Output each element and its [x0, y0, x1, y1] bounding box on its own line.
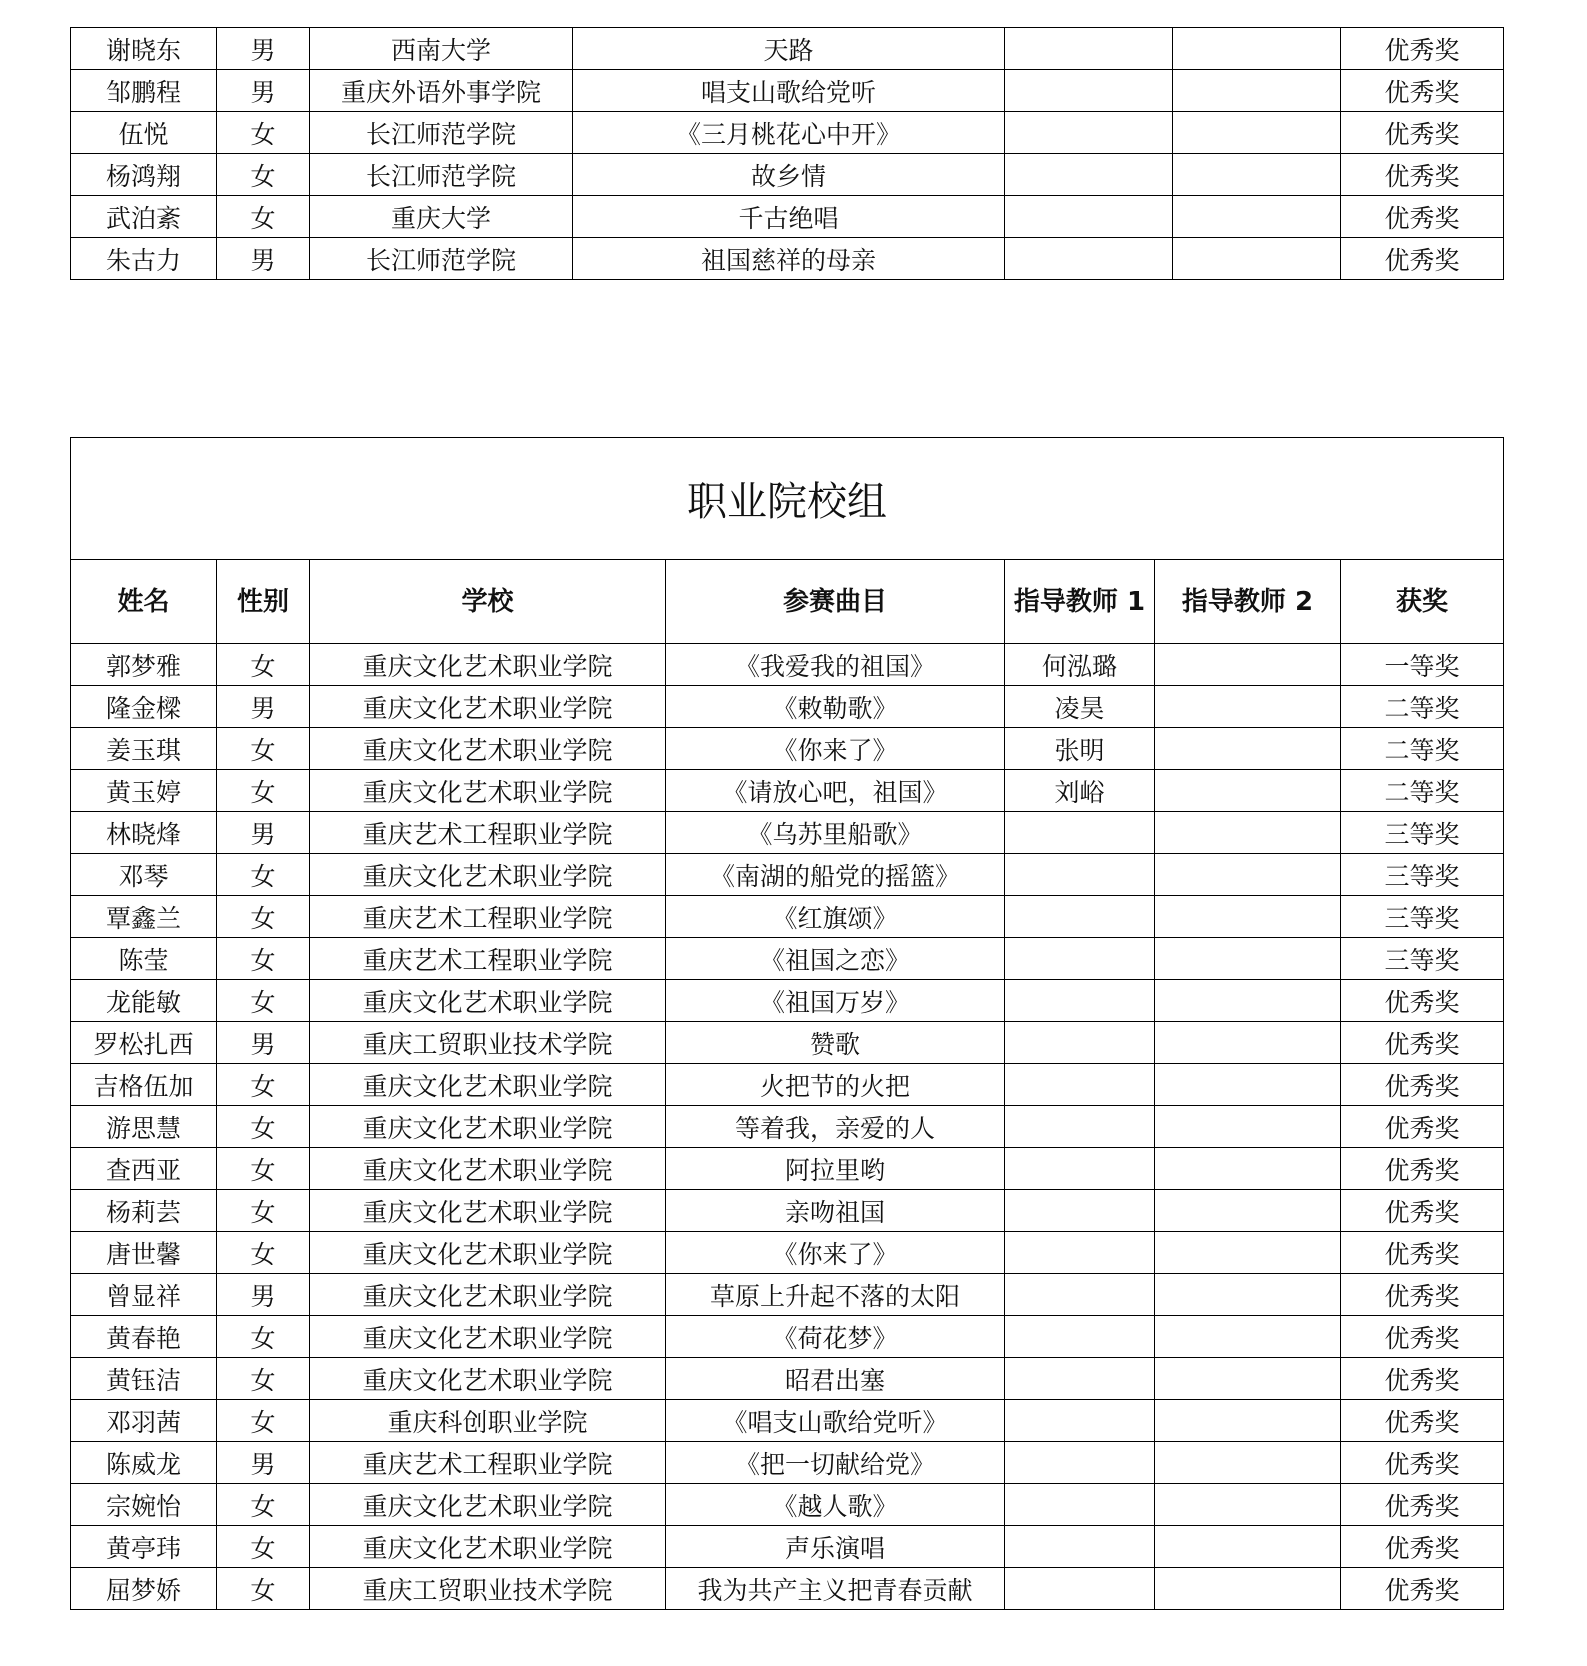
cell-award: 优秀奖 [1341, 1316, 1504, 1358]
cell-school: 重庆大学 [310, 196, 573, 238]
table-row [71, 1148, 1504, 1190]
cell-teacher-2 [1155, 812, 1341, 854]
cell-teacher-2 [1155, 1484, 1341, 1526]
cell-name: 陈威龙 [71, 1442, 217, 1484]
cell-school: 重庆工贸职业技术学院 [310, 1568, 666, 1610]
cell-school: 长江师范学院 [310, 154, 573, 196]
cell-award: 优秀奖 [1341, 1148, 1504, 1190]
cell-name: 覃鑫兰 [71, 896, 217, 938]
cell-gender: 女 [217, 980, 310, 1022]
table-row [71, 854, 1504, 896]
cell-name: 龙能敏 [71, 980, 217, 1022]
cell-school: 重庆文化艺术职业学院 [310, 980, 666, 1022]
cell-award: 三等奖 [1341, 812, 1504, 854]
cell-teacher-1: 张明 [1005, 728, 1155, 770]
cell-gender: 男 [217, 1442, 310, 1484]
cell-teacher-2 [1155, 1232, 1341, 1274]
cell-name: 唐世馨 [71, 1232, 217, 1274]
cell-teacher-1 [1005, 238, 1173, 280]
cell-name: 罗松扎西 [71, 1022, 217, 1064]
table-row [71, 112, 1504, 154]
cell-school: 重庆外语外事学院 [310, 70, 573, 112]
cell-song: 祖国慈祥的母亲 [573, 238, 1005, 280]
cell-gender: 男 [217, 1022, 310, 1064]
cell-school: 重庆文化艺术职业学院 [310, 1232, 666, 1274]
table-row [71, 1316, 1504, 1358]
cell-gender: 女 [217, 1400, 310, 1442]
cell-song: 《敕勒歌》 [666, 686, 1005, 728]
cell-teacher-1 [1005, 112, 1173, 154]
cell-teacher-1 [1005, 1358, 1155, 1400]
cell-award: 优秀奖 [1341, 1358, 1504, 1400]
table-row [71, 770, 1504, 812]
header-award: 获奖 [1341, 560, 1504, 644]
cell-teacher-1 [1005, 1484, 1155, 1526]
cell-song: 《越人歌》 [666, 1484, 1005, 1526]
cell-teacher-1 [1005, 1022, 1155, 1064]
table-title-row [71, 438, 1504, 560]
cell-award: 优秀奖 [1341, 1400, 1504, 1442]
cell-teacher-2 [1173, 154, 1341, 196]
cell-school: 重庆艺术工程职业学院 [310, 938, 666, 980]
table-row [71, 238, 1504, 280]
table-row [71, 896, 1504, 938]
cell-award: 优秀奖 [1341, 1568, 1504, 1610]
cell-school: 重庆文化艺术职业学院 [310, 1064, 666, 1106]
cell-gender: 女 [217, 1190, 310, 1232]
cell-gender: 女 [217, 938, 310, 980]
cell-award: 三等奖 [1341, 854, 1504, 896]
table-row [71, 28, 1504, 70]
cell-teacher-2 [1155, 1274, 1341, 1316]
table-row [71, 196, 1504, 238]
vocational-group-table [70, 437, 1504, 1610]
cell-school: 重庆文化艺术职业学院 [310, 854, 666, 896]
cell-award: 优秀奖 [1341, 1274, 1504, 1316]
table-row [71, 812, 1504, 854]
cell-award: 优秀奖 [1341, 1484, 1504, 1526]
cell-teacher-2 [1155, 938, 1341, 980]
cell-song: 《把一切献给党》 [666, 1442, 1005, 1484]
table-row [71, 1442, 1504, 1484]
cell-song: 《唱支山歌给党听》 [666, 1400, 1005, 1442]
header-teacher-2: 指导教师 2 [1155, 560, 1341, 644]
cell-teacher-2 [1155, 854, 1341, 896]
header-teacher-1: 指导教师 1 [1005, 560, 1155, 644]
cell-teacher-1 [1005, 196, 1173, 238]
cell-teacher-1: 凌昊 [1005, 686, 1155, 728]
table-row [71, 938, 1504, 980]
cell-name: 邓羽茜 [71, 1400, 217, 1442]
cell-teacher-2 [1155, 1148, 1341, 1190]
cell-gender: 男 [217, 238, 310, 280]
cell-teacher-1: 刘峪 [1005, 770, 1155, 812]
cell-teacher-2 [1155, 896, 1341, 938]
cell-song: 天路 [573, 28, 1005, 70]
cell-song: 声乐演唱 [666, 1526, 1005, 1568]
cell-name: 吉格伍加 [71, 1064, 217, 1106]
header-school: 学校 [310, 560, 666, 644]
cell-school: 重庆文化艺术职业学院 [310, 686, 666, 728]
cell-award: 优秀奖 [1341, 28, 1504, 70]
cell-teacher-2 [1173, 112, 1341, 154]
cell-school: 重庆文化艺术职业学院 [310, 1358, 666, 1400]
cell-teacher-2 [1155, 770, 1341, 812]
table-row [71, 70, 1504, 112]
cell-gender: 女 [217, 1484, 310, 1526]
cell-song: 《三月桃花心中开》 [573, 112, 1005, 154]
cell-award: 优秀奖 [1341, 1526, 1504, 1568]
cell-gender: 男 [217, 812, 310, 854]
cell-teacher-1 [1005, 1526, 1155, 1568]
cell-teacher-2 [1155, 1400, 1341, 1442]
cell-song: 亲吻祖国 [666, 1190, 1005, 1232]
cell-gender: 女 [217, 1148, 310, 1190]
cell-teacher-1 [1005, 1148, 1155, 1190]
cell-name: 朱古力 [71, 238, 217, 280]
cell-school: 长江师范学院 [310, 112, 573, 154]
cell-song: 故乡情 [573, 154, 1005, 196]
cell-gender: 女 [217, 644, 310, 686]
cell-song: 《南湖的船党的摇篮》 [666, 854, 1005, 896]
cell-teacher-2 [1173, 238, 1341, 280]
cell-gender: 女 [217, 770, 310, 812]
cell-gender: 女 [217, 1568, 310, 1610]
cell-gender: 男 [217, 28, 310, 70]
cell-teacher-2 [1155, 1316, 1341, 1358]
cell-name: 查西亚 [71, 1148, 217, 1190]
cell-teacher-2 [1155, 644, 1341, 686]
cell-award: 优秀奖 [1341, 196, 1504, 238]
cell-teacher-1 [1005, 154, 1173, 196]
table-row [71, 1232, 1504, 1274]
cell-teacher-1 [1005, 1064, 1155, 1106]
cell-school: 重庆文化艺术职业学院 [310, 1484, 666, 1526]
cell-name: 郭梦雅 [71, 644, 217, 686]
cell-teacher-2 [1155, 1526, 1341, 1568]
cell-teacher-1 [1005, 1106, 1155, 1148]
table-row [71, 1526, 1504, 1568]
table-row [71, 980, 1504, 1022]
cell-song: 《请放心吧，祖国》 [666, 770, 1005, 812]
cell-teacher-1 [1005, 70, 1173, 112]
cell-teacher-1 [1005, 28, 1173, 70]
table-row [71, 1064, 1504, 1106]
cell-teacher-2 [1155, 1022, 1341, 1064]
cell-song: 火把节的火把 [666, 1064, 1005, 1106]
cell-school: 重庆文化艺术职业学院 [310, 1526, 666, 1568]
cell-award: 优秀奖 [1341, 238, 1504, 280]
cell-gender: 女 [217, 1064, 310, 1106]
cell-teacher-1 [1005, 1232, 1155, 1274]
results-table-continued [70, 27, 1504, 280]
cell-name: 曾显祥 [71, 1274, 217, 1316]
cell-teacher-2 [1173, 28, 1341, 70]
group-title: 职业院校组 [71, 438, 1504, 560]
cell-song: 《我爱我的祖国》 [666, 644, 1005, 686]
cell-school: 重庆科创职业学院 [310, 1400, 666, 1442]
cell-teacher-2 [1155, 980, 1341, 1022]
cell-teacher-1 [1005, 1316, 1155, 1358]
cell-gender: 女 [217, 196, 310, 238]
cell-gender: 女 [217, 1232, 310, 1274]
cell-teacher-2 [1155, 1064, 1341, 1106]
cell-gender: 女 [217, 854, 310, 896]
header-gender: 性别 [217, 560, 310, 644]
cell-gender: 女 [217, 1526, 310, 1568]
cell-teacher-2 [1173, 196, 1341, 238]
cell-gender: 男 [217, 70, 310, 112]
cell-name: 隆金樑 [71, 686, 217, 728]
cell-name: 陈莹 [71, 938, 217, 980]
cell-name: 宗婉怡 [71, 1484, 217, 1526]
cell-song: 《你来了》 [666, 1232, 1005, 1274]
cell-gender: 男 [217, 1274, 310, 1316]
cell-name: 杨鸿翔 [71, 154, 217, 196]
cell-name: 林晓烽 [71, 812, 217, 854]
cell-song: 《祖国万岁》 [666, 980, 1005, 1022]
cell-school: 长江师范学院 [310, 238, 573, 280]
cell-teacher-1 [1005, 1400, 1155, 1442]
cell-award: 三等奖 [1341, 938, 1504, 980]
cell-gender: 女 [217, 154, 310, 196]
cell-teacher-1 [1005, 1190, 1155, 1232]
cell-school: 重庆文化艺术职业学院 [310, 1274, 666, 1316]
cell-award: 优秀奖 [1341, 1232, 1504, 1274]
cell-award: 优秀奖 [1341, 1442, 1504, 1484]
cell-teacher-1: 何泓璐 [1005, 644, 1155, 686]
cell-school: 重庆文化艺术职业学院 [310, 1316, 666, 1358]
cell-name: 谢晓东 [71, 28, 217, 70]
cell-song: 《祖国之恋》 [666, 938, 1005, 980]
cell-name: 武泊紊 [71, 196, 217, 238]
cell-teacher-2 [1155, 728, 1341, 770]
cell-song: 等着我，亲爱的人 [666, 1106, 1005, 1148]
cell-award: 优秀奖 [1341, 1022, 1504, 1064]
table-row [71, 1190, 1504, 1232]
table-row [71, 1274, 1504, 1316]
cell-teacher-2 [1173, 70, 1341, 112]
cell-teacher-1 [1005, 896, 1155, 938]
cell-school: 重庆文化艺术职业学院 [310, 1190, 666, 1232]
cell-name: 游思慧 [71, 1106, 217, 1148]
cell-song: 《乌苏里船歌》 [666, 812, 1005, 854]
cell-song: 《你来了》 [666, 728, 1005, 770]
cell-school: 重庆文化艺术职业学院 [310, 770, 666, 812]
cell-school: 重庆工贸职业技术学院 [310, 1022, 666, 1064]
cell-award: 优秀奖 [1341, 112, 1504, 154]
header-name: 姓名 [71, 560, 217, 644]
vocational-group-body [71, 644, 1504, 1610]
cell-song: 唱支山歌给党听 [573, 70, 1005, 112]
header-song: 参赛曲目 [666, 560, 1005, 644]
cell-school: 西南大学 [310, 28, 573, 70]
table-row [71, 728, 1504, 770]
cell-song: 赞歌 [666, 1022, 1005, 1064]
cell-name: 屈梦娇 [71, 1568, 217, 1610]
cell-teacher-1 [1005, 1568, 1155, 1610]
cell-school: 重庆文化艺术职业学院 [310, 728, 666, 770]
cell-song: 阿拉里哟 [666, 1148, 1005, 1190]
cell-gender: 女 [217, 1316, 310, 1358]
cell-name: 杨莉芸 [71, 1190, 217, 1232]
cell-gender: 女 [217, 896, 310, 938]
cell-gender: 女 [217, 1358, 310, 1400]
cell-award: 三等奖 [1341, 896, 1504, 938]
cell-teacher-2 [1155, 1568, 1341, 1610]
cell-song: 草原上升起不落的太阳 [666, 1274, 1005, 1316]
cell-gender: 女 [217, 728, 310, 770]
cell-teacher-1 [1005, 854, 1155, 896]
cell-teacher-2 [1155, 1106, 1341, 1148]
cell-name: 邹鹏程 [71, 70, 217, 112]
cell-song: 《荷花梦》 [666, 1316, 1005, 1358]
cell-gender: 女 [217, 1106, 310, 1148]
table-row [71, 1022, 1504, 1064]
cell-name: 黄春艳 [71, 1316, 217, 1358]
cell-award: 二等奖 [1341, 770, 1504, 812]
cell-school: 重庆艺术工程职业学院 [310, 812, 666, 854]
table-row [71, 154, 1504, 196]
cell-song: 《红旗颂》 [666, 896, 1005, 938]
cell-award: 优秀奖 [1341, 1106, 1504, 1148]
cell-school: 重庆文化艺术职业学院 [310, 1106, 666, 1148]
cell-award: 二等奖 [1341, 686, 1504, 728]
results-table-continued-body [71, 28, 1504, 280]
cell-teacher-2 [1155, 686, 1341, 728]
cell-school: 重庆文化艺术职业学院 [310, 1148, 666, 1190]
table-row [71, 1400, 1504, 1442]
table-row [71, 1568, 1504, 1610]
cell-name: 黄钰洁 [71, 1358, 217, 1400]
cell-song: 千古绝唱 [573, 196, 1005, 238]
cell-award: 优秀奖 [1341, 1064, 1504, 1106]
cell-award: 二等奖 [1341, 728, 1504, 770]
cell-name: 邓琴 [71, 854, 217, 896]
cell-award: 一等奖 [1341, 644, 1504, 686]
cell-school: 重庆艺术工程职业学院 [310, 1442, 666, 1484]
cell-gender: 女 [217, 112, 310, 154]
cell-school: 重庆文化艺术职业学院 [310, 644, 666, 686]
table-row [71, 644, 1504, 686]
cell-name: 姜玉琪 [71, 728, 217, 770]
cell-teacher-1 [1005, 1274, 1155, 1316]
cell-teacher-2 [1155, 1190, 1341, 1232]
cell-name: 黄玉婷 [71, 770, 217, 812]
cell-award: 优秀奖 [1341, 1190, 1504, 1232]
cell-award: 优秀奖 [1341, 154, 1504, 196]
header-row [71, 560, 1504, 644]
cell-teacher-1 [1005, 1442, 1155, 1484]
cell-song: 我为共产主义把青春贡献 [666, 1568, 1005, 1610]
table-row [71, 686, 1504, 728]
table-row [71, 1484, 1504, 1526]
cell-name: 伍悦 [71, 112, 217, 154]
cell-award: 优秀奖 [1341, 980, 1504, 1022]
cell-teacher-2 [1155, 1442, 1341, 1484]
cell-teacher-2 [1155, 1358, 1341, 1400]
cell-song: 昭君出塞 [666, 1358, 1005, 1400]
cell-gender: 男 [217, 686, 310, 728]
cell-teacher-1 [1005, 980, 1155, 1022]
cell-teacher-1 [1005, 938, 1155, 980]
cell-teacher-1 [1005, 812, 1155, 854]
table-row [71, 1106, 1504, 1148]
cell-name: 黄亭玮 [71, 1526, 217, 1568]
table-row [71, 1358, 1504, 1400]
cell-school: 重庆艺术工程职业学院 [310, 896, 666, 938]
cell-award: 优秀奖 [1341, 70, 1504, 112]
